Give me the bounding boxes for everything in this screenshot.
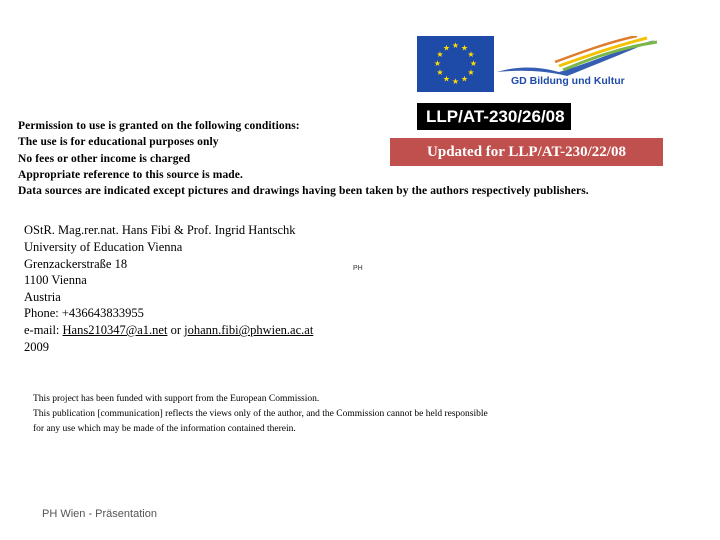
- funding-line: This publication [communication] reflects the views only of the author, and the Commission cannot be held responsible: [33, 409, 488, 419]
- svg-text:★: ★: [460, 74, 469, 84]
- phone: Phone: +436643833955: [24, 306, 144, 320]
- gd-logo-text: GD Bildung und Kultur: [511, 75, 625, 87]
- author-names: OStR. Mag.rer.nat. Hans Fibi & Prof. Ingrid Hantschk: [24, 223, 296, 237]
- year: 2009: [24, 340, 49, 354]
- street-address: Grenzackerstraße 18: [24, 257, 128, 271]
- svg-text:★: ★: [436, 68, 444, 77]
- funding-line: This project has been funded with support from the European Commission.: [33, 394, 320, 404]
- permission-heading: Permission to use is granted on the following conditions:: [18, 120, 300, 132]
- svg-text:★: ★: [469, 59, 478, 68]
- permission-line: Data sources are indicated except pictures and drawings having been taken by the authors respectively publishers.: [18, 185, 589, 197]
- email-line: [24, 322, 313, 339]
- svg-text:★: ★: [467, 50, 475, 59]
- svg-text:★: ★: [451, 77, 460, 86]
- permission-line: Appropriate reference to this source is made.: [18, 169, 243, 181]
- svg-text:★: ★: [433, 59, 442, 68]
- llp-code-badge: LLP/AT-230/26/08: [417, 103, 571, 130]
- svg-text:★: ★: [442, 43, 451, 53]
- institution: University of Education Vienna: [24, 240, 183, 254]
- svg-text:★: ★: [436, 50, 444, 59]
- funding-line: for any use which may be made of the information contained therein.: [33, 424, 296, 434]
- email-prefix: e-mail:: [24, 323, 63, 337]
- svg-text:★: ★: [467, 68, 475, 77]
- svg-text:★: ★: [451, 41, 460, 50]
- email-or: or: [167, 323, 185, 337]
- permission-line: The use is for educational purposes only: [18, 136, 219, 148]
- permission-line: No fees or other income is charged: [18, 153, 191, 165]
- email-link-2[interactable]: johann.fibi@phwien.ac.at: [184, 323, 314, 337]
- city: 1100 Vienna: [24, 273, 87, 287]
- email-link-1[interactable]: Hans210347@a1.net: [62, 323, 168, 337]
- svg-text:★: ★: [460, 43, 469, 53]
- country: Austria: [24, 290, 61, 304]
- updated-banner: Updated for LLP/AT-230/22/08: [390, 138, 663, 166]
- svg-text:★: ★: [442, 74, 451, 84]
- small-logo-mark: PH: [353, 265, 363, 272]
- eu-flag-logo: [417, 36, 494, 92]
- footer-label: PH Wien - Präsentation: [42, 508, 157, 520]
